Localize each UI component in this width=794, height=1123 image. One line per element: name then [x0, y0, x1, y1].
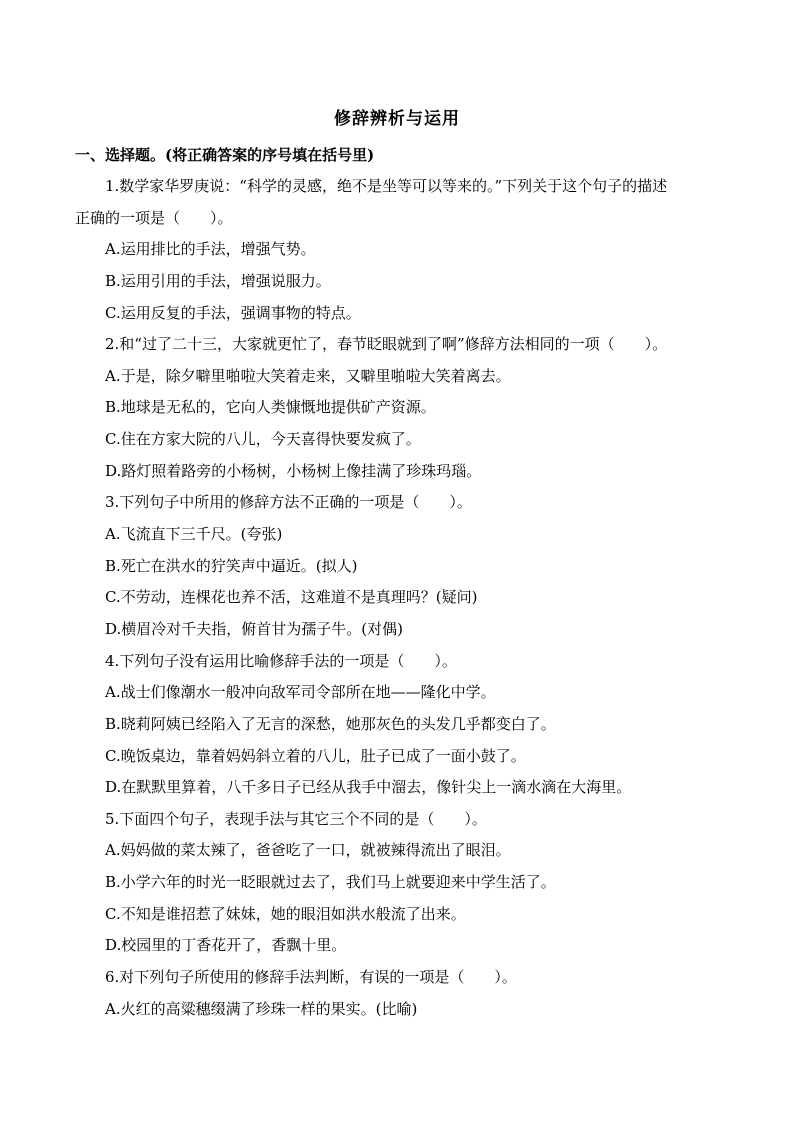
answer-option: C.晚饭桌边，靠着妈妈斜立着的八儿，肚子已成了一面小鼓了。	[105, 746, 526, 765]
answer-option: B.死亡在洪水的狞笑声中逼近。(拟人)	[105, 556, 358, 575]
answer-option: B.地球是无私的，它向人类慷慨地提供矿产资源。	[105, 398, 436, 417]
question-text: 1.数学家华罗庚说：“科学的灵感，绝不是坐等可以等来的。”下列关于这个句子的描述	[105, 177, 668, 195]
question-text: 5.下面四个句子，表现手法与其它三个不同的是（ ）。	[105, 809, 487, 828]
answer-option: A.飞流直下三千尺。(夸张)	[105, 525, 283, 544]
answer-option: A.运用排比的手法，增强气势。	[105, 240, 316, 259]
page-title: 修辞辨析与运用	[334, 109, 460, 129]
answer-option: A.妈妈做的菜太辣了，爸爸吃了一口，就被辣得流出了眼泪。	[105, 841, 511, 860]
answer-option: D.校园里的丁香花开了，香飘十里。	[105, 936, 347, 955]
question-text: 2.和“过了二十三，大家就更忙了，春节眨眼就到了啊”修辞方法相同的一项（ ）。	[105, 335, 668, 354]
answer-option: C.不劳动，连棵花也养不活，这难道不是真理吗？(疑问)	[105, 588, 478, 607]
question-text: 3.下列句子中所用的修辞方法不正确的一项是（ ）。	[105, 493, 472, 512]
answer-option: D.横眉冷对千夫指，俯首甘为孺子牛。(对偶)	[105, 619, 403, 638]
answer-option: B.小学六年的时光一眨眼就过去了，我们马上就要迎来中学生活了。	[105, 873, 556, 892]
answer-option: A.于是，除夕噼里啪啦大笑着走来，又噼里啪啦大笑着离去。	[105, 366, 511, 385]
section-heading: 一、选择题。(将正确答案的序号填在括号里)	[75, 146, 375, 164]
answer-option: B.运用引用的手法，增强说服力。	[105, 271, 331, 290]
question-text: 正确的一项是（ ）。	[75, 208, 233, 227]
question-list	[75, 176, 725, 1030]
answer-option: C.不知是谁招惹了妹妹，她的眼泪如洪水般流了出来。	[105, 904, 466, 923]
question-text: 4.下列句子没有运用比喻修辞手法的一项是（ ）。	[105, 651, 457, 670]
answer-option: A.战士们像潮水一般冲向敌军司令部所在地——隆化中学。	[105, 683, 496, 702]
answer-option: D.路灯照着路旁的小杨树，小杨树上像挂满了珍珠玛瑙。	[105, 461, 482, 480]
answer-option: C.住在方家大院的八儿，今天喜得快要发疯了。	[105, 430, 421, 449]
answer-option: A.火红的高粱穗缀满了珍珠一样的果实。(比喻)	[105, 999, 418, 1018]
question-text: 6.对下列句子所使用的修辞手法判断，有误的一项是（ ）。	[105, 968, 517, 987]
answer-option: C.运用反复的手法，强调事物的特点。	[105, 303, 361, 322]
answer-option: B.晓莉阿姨已经陷入了无言的深愁，她那灰色的头发几乎都变白了。	[105, 714, 556, 733]
answer-option: D.在默默里算着，八千多日子已经从我手中溜去，像针尖上一滴水滴在大海里。	[105, 778, 632, 797]
